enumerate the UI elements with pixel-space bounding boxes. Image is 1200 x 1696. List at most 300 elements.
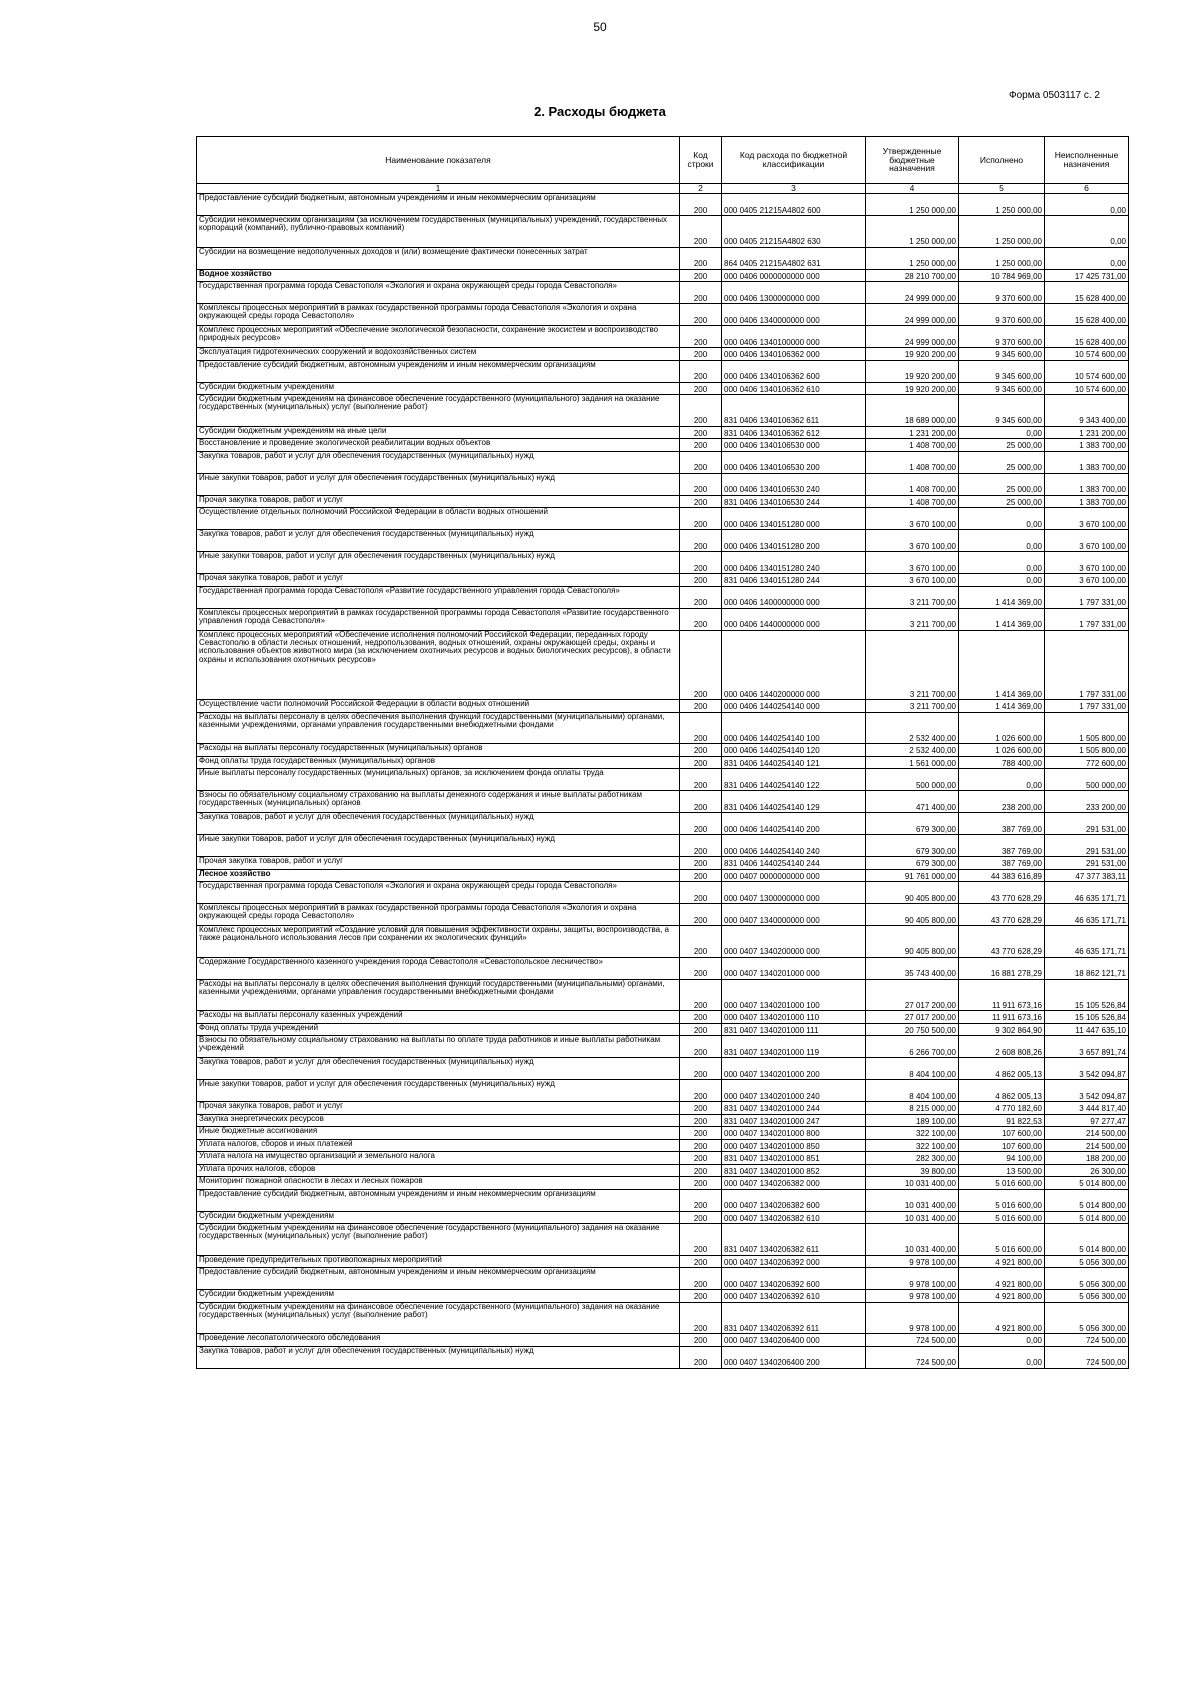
row-approved-cell: 19 920 200,00 — [866, 348, 959, 361]
row-approved-cell: 1 561 000,00 — [866, 756, 959, 769]
row-kbk-cell: 000 0406 1440254140 100 — [722, 712, 866, 744]
row-unexecuted-cell: 1 797 331,00 — [1045, 608, 1129, 630]
row-approved-cell: 1 231 200,00 — [866, 426, 959, 439]
row-approved-cell: 679 300,00 — [866, 813, 959, 835]
row-line-code-cell: 200 — [680, 1080, 722, 1102]
row-approved-cell: 1 250 000,00 — [866, 194, 959, 216]
table-row — [197, 451, 1129, 473]
row-approved-cell: 3 211 700,00 — [866, 700, 959, 713]
row-name-cell: Лесное хозяйство — [197, 869, 680, 882]
form-code: Форма 0503117 с. 2 — [1008, 90, 1100, 101]
row-executed-cell: 16 881 278,29 — [959, 957, 1045, 979]
row-unexecuted-cell: 0,00 — [1045, 247, 1129, 269]
table-row — [197, 857, 1129, 870]
column-header-approved: Утвержденные бюджетные назначения — [866, 137, 959, 184]
row-approved-cell: 2 532 400,00 — [866, 712, 959, 744]
column-number: 2 — [680, 184, 722, 194]
row-name-cell: Прочая закупка товаров, работ и услуг — [197, 574, 680, 587]
row-executed-cell: 9 345 600,00 — [959, 395, 1045, 427]
row-kbk-cell: 000 0407 1340201000 850 — [722, 1139, 866, 1152]
row-approved-cell: 3 670 100,00 — [866, 574, 959, 587]
row-line-code-cell: 200 — [680, 473, 722, 495]
row-kbk-cell: 000 0407 1340200000 000 — [722, 926, 866, 958]
row-name-cell: Прочая закупка товаров, работ и услуг — [197, 1102, 680, 1115]
row-name-cell: Предоставление субсидий бюджетным, автономным учреждениям и иным некоммерческим организациям — [197, 1268, 680, 1290]
row-executed-cell: 9 302 864,90 — [959, 1023, 1045, 1036]
row-unexecuted-cell: 5 056 300,00 — [1045, 1268, 1129, 1290]
row-line-code-cell: 200 — [680, 326, 722, 348]
row-name-cell: Уплата налогов, сборов и иных платежей — [197, 1139, 680, 1152]
row-kbk-cell: 000 0406 1440254140 240 — [722, 835, 866, 857]
budget-expenses-table — [196, 136, 1129, 1369]
row-kbk-cell: 831 0407 1340206382 611 — [722, 1224, 866, 1256]
row-approved-cell: 3 670 100,00 — [866, 508, 959, 530]
table-row — [197, 530, 1129, 552]
row-name-cell: Иные бюджетные ассигнования — [197, 1127, 680, 1140]
row-line-code-cell: 200 — [680, 1127, 722, 1140]
row-name-cell: Осуществление отдельных полномочий Российской Федерации в области водных отношений — [197, 508, 680, 530]
row-executed-cell: 9 345 600,00 — [959, 382, 1045, 395]
row-kbk-cell: 000 0407 1340206400 200 — [722, 1346, 866, 1368]
row-kbk-cell: 000 0407 1340206382 000 — [722, 1177, 866, 1190]
row-name-cell: Субсидии бюджетным учреждениям на финансовое обеспечение государственного (муниципального) задания на оказание государственных (муниципальных) услуг (выполнение работ) — [197, 1224, 680, 1256]
row-name-cell: Осуществление части полномочий Российской Федерации в области водных отношений — [197, 700, 680, 713]
row-line-code-cell: 200 — [680, 1268, 722, 1290]
row-unexecuted-cell: 3 657 891,74 — [1045, 1036, 1129, 1058]
row-kbk-cell: 831 0407 1340201000 244 — [722, 1102, 866, 1115]
row-approved-cell: 1 250 000,00 — [866, 216, 959, 248]
row-kbk-cell: 831 0407 1340201000 852 — [722, 1164, 866, 1177]
table-row — [197, 1058, 1129, 1080]
row-kbk-cell: 831 0406 1440254140 122 — [722, 769, 866, 791]
row-unexecuted-cell: 1 383 700,00 — [1045, 439, 1129, 452]
row-name-cell: Закупка товаров, работ и услуг для обеспечения государственных (муниципальных) нужд — [197, 1058, 680, 1080]
row-kbk-cell: 831 0407 1340201000 119 — [722, 1036, 866, 1058]
row-line-code-cell: 200 — [680, 1211, 722, 1224]
row-line-code-cell: 200 — [680, 216, 722, 248]
row-executed-cell: 4 862 005,13 — [959, 1058, 1045, 1080]
row-line-code-cell: 200 — [680, 1152, 722, 1165]
row-unexecuted-cell: 97 277,47 — [1045, 1114, 1129, 1127]
row-line-code-cell: 200 — [680, 1346, 722, 1368]
row-executed-cell: 9 370 600,00 — [959, 304, 1045, 326]
row-name-cell: Фонд оплаты труда учреждений — [197, 1023, 680, 1036]
row-unexecuted-cell: 10 574 600,00 — [1045, 360, 1129, 382]
row-line-code-cell: 200 — [680, 769, 722, 791]
row-unexecuted-cell: 5 014 800,00 — [1045, 1211, 1129, 1224]
table-row — [197, 508, 1129, 530]
table-body — [197, 194, 1129, 1369]
row-line-code-cell: 200 — [680, 1036, 722, 1058]
row-approved-cell: 24 999 000,00 — [866, 282, 959, 304]
table-row — [197, 1211, 1129, 1224]
table-row — [197, 1139, 1129, 1152]
row-name-cell: Уплата налога на имущество организаций и земельного налога — [197, 1152, 680, 1165]
table-row — [197, 882, 1129, 904]
row-name-cell: Расходы на выплаты персоналу в целях обеспечения выполнения функций государственными (муниципальными) органами, казенными учреждениями, органами управления государственными внебюджетными фондами — [197, 712, 680, 744]
table-row — [197, 1177, 1129, 1190]
row-line-code-cell: 200 — [680, 744, 722, 757]
column-number: 6 — [1045, 184, 1129, 194]
row-executed-cell: 238 200,00 — [959, 791, 1045, 813]
row-executed-cell: 1 414 369,00 — [959, 700, 1045, 713]
table-row — [197, 744, 1129, 757]
row-name-cell: Взносы по обязательному социальному страхованию на выплаты денежного содержания и иные выплаты работникам государственных (муниципальных) органов — [197, 791, 680, 813]
row-kbk-cell: 000 0407 1340000000 000 — [722, 904, 866, 926]
table-row — [197, 1011, 1129, 1024]
row-line-code-cell: 200 — [680, 269, 722, 282]
row-name-cell: Расходы на выплаты персоналу в целях обеспечения выполнения функций государственными (муниципальными) органами, казенными учреждениями, органами управления государственными внебюджетными фондами — [197, 979, 680, 1011]
row-line-code-cell: 200 — [680, 926, 722, 958]
table-row — [197, 426, 1129, 439]
table-row — [197, 247, 1129, 269]
row-unexecuted-cell: 10 574 600,00 — [1045, 348, 1129, 361]
row-unexecuted-cell: 772 600,00 — [1045, 756, 1129, 769]
row-line-code-cell: 200 — [680, 630, 722, 700]
row-unexecuted-cell: 46 635 171,71 — [1045, 926, 1129, 958]
row-kbk-cell: 000 0407 0000000000 000 — [722, 869, 866, 882]
row-name-cell: Субсидии бюджетным учреждениям на иные цели — [197, 426, 680, 439]
row-executed-cell: 25 000,00 — [959, 451, 1045, 473]
column-number: 1 — [197, 184, 680, 194]
row-approved-cell: 724 500,00 — [866, 1346, 959, 1368]
row-executed-cell: 94 100,00 — [959, 1152, 1045, 1165]
row-executed-cell: 9 345 600,00 — [959, 348, 1045, 361]
row-line-code-cell: 200 — [680, 904, 722, 926]
row-line-code-cell: 200 — [680, 1011, 722, 1024]
row-kbk-cell: 000 0407 1340206392 600 — [722, 1268, 866, 1290]
row-executed-cell: 91 822,53 — [959, 1114, 1045, 1127]
row-executed-cell: 9 370 600,00 — [959, 326, 1045, 348]
row-executed-cell: 4 921 800,00 — [959, 1255, 1045, 1268]
row-unexecuted-cell: 15 628 400,00 — [1045, 326, 1129, 348]
row-kbk-cell: 831 0407 1340201000 111 — [722, 1023, 866, 1036]
row-executed-cell: 107 600,00 — [959, 1139, 1045, 1152]
row-approved-cell: 10 031 400,00 — [866, 1189, 959, 1211]
column-header-unexecuted: Неисполненные назначения — [1045, 137, 1129, 184]
row-line-code-cell: 200 — [680, 382, 722, 395]
row-kbk-cell: 000 0406 1340151280 240 — [722, 552, 866, 574]
row-approved-cell: 27 017 200,00 — [866, 979, 959, 1011]
row-unexecuted-cell: 11 447 635,10 — [1045, 1023, 1129, 1036]
row-kbk-cell: 831 0406 1440254140 129 — [722, 791, 866, 813]
row-line-code-cell: 200 — [680, 508, 722, 530]
row-approved-cell: 18 689 000,00 — [866, 395, 959, 427]
row-unexecuted-cell: 1 231 200,00 — [1045, 426, 1129, 439]
row-approved-cell: 679 300,00 — [866, 857, 959, 870]
row-executed-cell: 1 026 600,00 — [959, 712, 1045, 744]
row-executed-cell: 0,00 — [959, 552, 1045, 574]
row-line-code-cell: 200 — [680, 882, 722, 904]
table-row — [197, 869, 1129, 882]
table-row — [197, 1189, 1129, 1211]
row-approved-cell: 3 211 700,00 — [866, 630, 959, 700]
row-executed-cell: 4 862 005,13 — [959, 1080, 1045, 1102]
row-kbk-cell: 000 0407 1340206382 600 — [722, 1189, 866, 1211]
row-executed-cell: 387 769,00 — [959, 857, 1045, 870]
row-kbk-cell: 000 0406 1440000000 000 — [722, 608, 866, 630]
table-row — [197, 1036, 1129, 1058]
row-unexecuted-cell: 3 670 100,00 — [1045, 530, 1129, 552]
row-line-code-cell: 200 — [680, 756, 722, 769]
row-unexecuted-cell: 47 377 383,11 — [1045, 869, 1129, 882]
row-unexecuted-cell: 3 542 094,87 — [1045, 1080, 1129, 1102]
table-row — [197, 926, 1129, 958]
row-kbk-cell: 000 0406 1340106362 000 — [722, 348, 866, 361]
row-name-cell: Эксплуатация гидротехнических сооружений и водохозяйственных систем — [197, 348, 680, 361]
row-approved-cell: 19 920 200,00 — [866, 360, 959, 382]
row-unexecuted-cell: 3 670 100,00 — [1045, 552, 1129, 574]
row-kbk-cell: 000 0407 1340206400 000 — [722, 1334, 866, 1347]
row-name-cell: Взносы по обязательному социальному страхованию на выплаты по оплате труда работников и иные выплаты работникам учреждений — [197, 1036, 680, 1058]
row-name-cell: Водное хозяйство — [197, 269, 680, 282]
row-kbk-cell: 000 0407 1340201000 000 — [722, 957, 866, 979]
table-row — [197, 194, 1129, 216]
row-approved-cell: 90 405 800,00 — [866, 926, 959, 958]
row-name-cell: Закупка энергетических ресурсов — [197, 1114, 680, 1127]
row-executed-cell: 387 769,00 — [959, 835, 1045, 857]
row-name-cell: Закупка товаров, работ и услуг для обеспечения государственных (муниципальных) нужд — [197, 451, 680, 473]
row-executed-cell: 1 414 369,00 — [959, 586, 1045, 608]
row-executed-cell: 9 370 600,00 — [959, 282, 1045, 304]
row-approved-cell: 9 978 100,00 — [866, 1268, 959, 1290]
row-kbk-cell: 000 0406 1440200000 000 — [722, 630, 866, 700]
row-kbk-cell: 000 0406 1340151280 200 — [722, 530, 866, 552]
table-row — [197, 552, 1129, 574]
row-unexecuted-cell: 5 056 300,00 — [1045, 1255, 1129, 1268]
row-approved-cell: 20 750 500,00 — [866, 1023, 959, 1036]
row-name-cell: Комплекс процессных мероприятий «Обеспечение исполнения полномочий Российской Федерации, переданных городу Севастополю в области лесных отношений, недропользования, водных отношений, охраны окружающей среды, охраны и использования объектов животного мира (за исключением охотничьих ресурсов и водных биологических ресурсов), в области охраны и использования охотничьих ресурсов» — [197, 630, 680, 700]
row-name-cell: Расходы на выплаты персоналу государственных (муниципальных) органов — [197, 744, 680, 757]
row-kbk-cell: 831 0407 1340206392 611 — [722, 1302, 866, 1334]
row-approved-cell: 10 031 400,00 — [866, 1211, 959, 1224]
row-kbk-cell: 831 0406 1340106362 612 — [722, 426, 866, 439]
row-unexecuted-cell: 5 014 800,00 — [1045, 1224, 1129, 1256]
row-unexecuted-cell: 9 343 400,00 — [1045, 395, 1129, 427]
row-name-cell: Государственная программа города Севастополя «Развитие государственного управления города Севастополя» — [197, 586, 680, 608]
row-kbk-cell: 000 0406 0000000000 000 — [722, 269, 866, 282]
row-name-cell: Прочая закупка товаров, работ и услуг — [197, 857, 680, 870]
table-row — [197, 395, 1129, 427]
table-row — [197, 216, 1129, 248]
row-kbk-cell: 000 0406 1340106530 240 — [722, 473, 866, 495]
row-line-code-cell: 200 — [680, 1164, 722, 1177]
row-executed-cell: 1 250 000,00 — [959, 216, 1045, 248]
row-line-code-cell: 200 — [680, 1302, 722, 1334]
row-executed-cell: 4 921 800,00 — [959, 1290, 1045, 1303]
row-approved-cell: 39 800,00 — [866, 1164, 959, 1177]
row-name-cell: Субсидии бюджетным учреждениям — [197, 382, 680, 395]
row-executed-cell: 0,00 — [959, 530, 1045, 552]
row-unexecuted-cell: 15 628 400,00 — [1045, 304, 1129, 326]
row-approved-cell: 1 408 700,00 — [866, 495, 959, 508]
row-name-cell: Расходы на выплаты персоналу казенных учреждений — [197, 1011, 680, 1024]
row-kbk-cell: 000 0407 1300000000 000 — [722, 882, 866, 904]
row-name-cell: Субсидии бюджетным учреждениям — [197, 1211, 680, 1224]
row-approved-cell: 8 404 100,00 — [866, 1080, 959, 1102]
page-number: 50 — [593, 20, 607, 34]
row-line-code-cell: 200 — [680, 869, 722, 882]
row-executed-cell: 25 000,00 — [959, 495, 1045, 508]
row-executed-cell: 25 000,00 — [959, 473, 1045, 495]
column-number: 3 — [722, 184, 866, 194]
row-kbk-cell: 000 0406 1340106530 000 — [722, 439, 866, 452]
column-header-name: Наименование показателя — [197, 137, 680, 184]
row-line-code-cell: 200 — [680, 426, 722, 439]
table-row — [197, 439, 1129, 452]
table-row — [197, 304, 1129, 326]
row-kbk-cell: 000 0407 1340201000 110 — [722, 1011, 866, 1024]
column-header-executed: Исполнено — [959, 137, 1045, 184]
table-row — [197, 382, 1129, 395]
table-row — [197, 1346, 1129, 1368]
row-kbk-cell: 000 0406 1340100000 000 — [722, 326, 866, 348]
row-kbk-cell: 000 0406 1440254140 120 — [722, 744, 866, 757]
row-line-code-cell: 200 — [680, 586, 722, 608]
row-approved-cell: 189 100,00 — [866, 1114, 959, 1127]
table-row — [197, 1224, 1129, 1256]
row-executed-cell: 387 769,00 — [959, 813, 1045, 835]
row-unexecuted-cell: 3 670 100,00 — [1045, 574, 1129, 587]
row-approved-cell: 2 532 400,00 — [866, 744, 959, 757]
row-approved-cell: 3 670 100,00 — [866, 530, 959, 552]
row-line-code-cell: 200 — [680, 439, 722, 452]
row-approved-cell: 19 920 200,00 — [866, 382, 959, 395]
row-approved-cell: 282 300,00 — [866, 1152, 959, 1165]
row-approved-cell: 28 210 700,00 — [866, 269, 959, 282]
row-executed-cell: 107 600,00 — [959, 1127, 1045, 1140]
row-line-code-cell: 200 — [680, 1058, 722, 1080]
row-name-cell: Содержание Государственного казенного учреждения города Севастополя «Севастопольское лесничество» — [197, 957, 680, 979]
row-unexecuted-cell: 5 056 300,00 — [1045, 1302, 1129, 1334]
row-unexecuted-cell: 1 797 331,00 — [1045, 630, 1129, 700]
row-line-code-cell: 200 — [680, 1189, 722, 1211]
table-row — [197, 813, 1129, 835]
row-executed-cell: 43 770 628,29 — [959, 882, 1045, 904]
row-approved-cell: 90 405 800,00 — [866, 904, 959, 926]
row-approved-cell: 1 408 700,00 — [866, 451, 959, 473]
table-row — [197, 1255, 1129, 1268]
row-approved-cell: 3 670 100,00 — [866, 552, 959, 574]
row-unexecuted-cell: 724 500,00 — [1045, 1346, 1129, 1368]
table-row — [197, 1152, 1129, 1165]
row-executed-cell: 0,00 — [959, 769, 1045, 791]
row-unexecuted-cell: 15 628 400,00 — [1045, 282, 1129, 304]
row-kbk-cell: 000 0406 1400000000 000 — [722, 586, 866, 608]
row-approved-cell: 8 215 000,00 — [866, 1102, 959, 1115]
row-executed-cell: 13 500,00 — [959, 1164, 1045, 1177]
table-row — [197, 957, 1129, 979]
row-kbk-cell: 831 0406 1340106362 611 — [722, 395, 866, 427]
row-unexecuted-cell: 291 531,00 — [1045, 857, 1129, 870]
table-row — [197, 791, 1129, 813]
table-row — [197, 1127, 1129, 1140]
row-executed-cell: 5 016 600,00 — [959, 1189, 1045, 1211]
row-unexecuted-cell: 500 000,00 — [1045, 769, 1129, 791]
row-executed-cell: 788 400,00 — [959, 756, 1045, 769]
row-name-cell: Комплекс процессных мероприятий «Создание условий для повышения эффективности охраны, защиты, воспроизводства, а также рационального использования лесов при сохранении их экологических функций» — [197, 926, 680, 958]
row-unexecuted-cell: 1 505 800,00 — [1045, 712, 1129, 744]
row-executed-cell: 1 250 000,00 — [959, 247, 1045, 269]
table-row — [197, 1080, 1129, 1102]
row-unexecuted-cell: 46 635 171,71 — [1045, 904, 1129, 926]
row-name-cell: Предоставление субсидий бюджетным, автономным учреждениям и иным некоммерческим организациям — [197, 194, 680, 216]
row-line-code-cell: 200 — [680, 1334, 722, 1347]
column-number: 5 — [959, 184, 1045, 194]
row-name-cell: Прочая закупка товаров, работ и услуг — [197, 495, 680, 508]
table-row — [197, 835, 1129, 857]
row-kbk-cell: 000 0407 1340201000 800 — [722, 1127, 866, 1140]
row-approved-cell: 724 500,00 — [866, 1334, 959, 1347]
document-title: 2. Расходы бюджета — [534, 104, 666, 119]
row-executed-cell: 9 345 600,00 — [959, 360, 1045, 382]
row-approved-cell: 24 999 000,00 — [866, 304, 959, 326]
row-kbk-cell: 000 0405 21215A4802 600 — [722, 194, 866, 216]
row-line-code-cell: 200 — [680, 979, 722, 1011]
row-name-cell: Иные закупки товаров, работ и услуг для обеспечения государственных (муниципальных) нужд — [197, 473, 680, 495]
row-approved-cell: 322 100,00 — [866, 1139, 959, 1152]
row-unexecuted-cell: 1 383 700,00 — [1045, 495, 1129, 508]
row-line-code-cell: 200 — [680, 835, 722, 857]
row-approved-cell: 10 031 400,00 — [866, 1177, 959, 1190]
row-approved-cell: 3 211 700,00 — [866, 608, 959, 630]
row-approved-cell: 8 404 100,00 — [866, 1058, 959, 1080]
table-row — [197, 904, 1129, 926]
row-approved-cell: 679 300,00 — [866, 835, 959, 857]
table-row — [197, 1102, 1129, 1115]
row-kbk-cell: 000 0407 1340206392 000 — [722, 1255, 866, 1268]
row-name-cell: Государственная программа города Севастополя «Экология и охрана окружающей среды города Севастополя» — [197, 282, 680, 304]
table-row — [197, 574, 1129, 587]
table-row — [197, 495, 1129, 508]
row-kbk-cell: 831 0406 1440254140 244 — [722, 857, 866, 870]
row-unexecuted-cell: 10 574 600,00 — [1045, 382, 1129, 395]
row-approved-cell: 322 100,00 — [866, 1127, 959, 1140]
row-kbk-cell: 000 0407 1340201000 240 — [722, 1080, 866, 1102]
row-executed-cell: 43 770 628,29 — [959, 904, 1045, 926]
row-name-cell: Субсидии на возмещение недополученных доходов и (или) возмещение фактически понесенных затрат — [197, 247, 680, 269]
row-name-cell: Предоставление субсидий бюджетным, автономным учреждениям и иным некоммерческим организациям — [197, 1189, 680, 1211]
row-name-cell: Предоставление субсидий бюджетным, автономным учреждениям и иным некоммерческим организациям — [197, 360, 680, 382]
row-executed-cell: 0,00 — [959, 508, 1045, 530]
table-row — [197, 1268, 1129, 1290]
row-executed-cell: 43 770 628,29 — [959, 926, 1045, 958]
row-executed-cell: 0,00 — [959, 426, 1045, 439]
table-row — [197, 1023, 1129, 1036]
row-executed-cell: 0,00 — [959, 574, 1045, 587]
row-unexecuted-cell: 5 056 300,00 — [1045, 1290, 1129, 1303]
row-name-cell: Проведение предупредительных противопожарных мероприятий — [197, 1255, 680, 1268]
row-line-code-cell: 200 — [680, 282, 722, 304]
row-kbk-cell: 000 0406 1340151280 000 — [722, 508, 866, 530]
row-line-code-cell: 200 — [680, 495, 722, 508]
row-unexecuted-cell: 17 425 731,00 — [1045, 269, 1129, 282]
row-name-cell: Комплекс процессных мероприятий «Обеспечение экологической безопасности, сохранение экосистем и воспроизводство природных ресурсов» — [197, 326, 680, 348]
row-unexecuted-cell: 188 200,00 — [1045, 1152, 1129, 1165]
table-row — [197, 1302, 1129, 1334]
row-name-cell: Закупка товаров, работ и услуг для обеспечения государственных (муниципальных) нужд — [197, 813, 680, 835]
table-row — [197, 630, 1129, 700]
row-executed-cell: 11 911 673,16 — [959, 979, 1045, 1011]
row-unexecuted-cell: 0,00 — [1045, 216, 1129, 248]
row-line-code-cell: 200 — [680, 304, 722, 326]
row-kbk-cell: 000 0406 1340106362 610 — [722, 382, 866, 395]
row-unexecuted-cell: 1 383 700,00 — [1045, 451, 1129, 473]
row-executed-cell: 4 770 182,60 — [959, 1102, 1045, 1115]
row-executed-cell: 2 608 808,26 — [959, 1036, 1045, 1058]
row-unexecuted-cell: 26 300,00 — [1045, 1164, 1129, 1177]
row-name-cell: Субсидии бюджетным учреждениям на финансовое обеспечение государственного (муниципального) задания на оказание государственных (муниципальных) услуг (выполнение работ) — [197, 1302, 680, 1334]
